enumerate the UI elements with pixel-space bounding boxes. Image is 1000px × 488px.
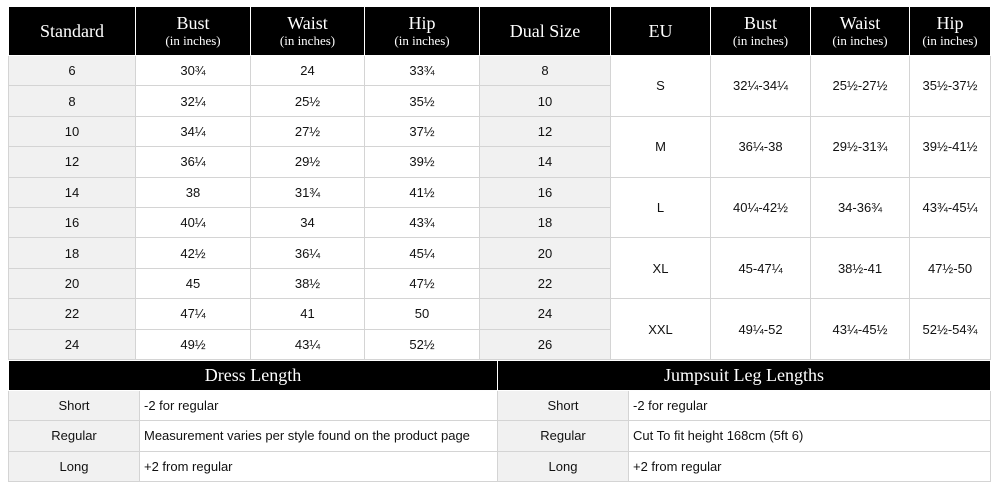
header-hip-unit: (in inches) <box>394 32 450 48</box>
table-row <box>498 391 991 421</box>
dress-length-label: Long <box>9 451 140 481</box>
standard-size-cell: 24 <box>9 329 136 359</box>
header-eu-hip-unit: (in inches) <box>922 32 978 48</box>
table-row <box>498 451 991 481</box>
header-waist-label: Waist <box>287 12 328 33</box>
header-waist-unit: (in inches) <box>279 32 336 48</box>
table-row <box>9 56 991 86</box>
eu-size-cell: L <box>611 177 711 238</box>
header-hip-label: Hip <box>408 12 436 33</box>
dual-size-cell: 20 <box>480 238 611 268</box>
hip-cell: 35½ <box>365 86 480 116</box>
eu-size-cell: M <box>611 116 711 177</box>
bust-cell: 49½ <box>136 329 251 359</box>
standard-size-cell: 10 <box>9 116 136 146</box>
dual-size-cell: 12 <box>480 116 611 146</box>
eu-waist-cell: 25½-27½ <box>811 56 910 117</box>
bust-cell: 40¼ <box>136 207 251 237</box>
dual-size-cell: 18 <box>480 207 611 237</box>
header-eu-bust-unit: (in inches) <box>732 32 789 48</box>
eu-size-cell: XXL <box>611 299 711 360</box>
bust-cell: 38 <box>136 177 251 207</box>
jumpsuit-length-title: Jumpsuit Leg Lengths <box>498 361 991 391</box>
dress-length-table <box>8 360 498 482</box>
waist-cell: 27½ <box>251 116 365 146</box>
eu-hip-cell: 47½-50 <box>910 238 991 299</box>
table-row <box>9 391 498 421</box>
standard-size-cell: 8 <box>9 86 136 116</box>
bust-cell: 30¾ <box>136 56 251 86</box>
table-row <box>9 177 991 207</box>
dual-size-cell: 16 <box>480 177 611 207</box>
waist-cell: 25½ <box>251 86 365 116</box>
dress-length-label: Short <box>9 391 140 421</box>
header-eu-bust <box>711 7 811 56</box>
table-row <box>9 238 991 268</box>
table-row <box>9 116 991 146</box>
eu-bust-cell: 36¼-38 <box>711 116 811 177</box>
jumpsuit-length-label: Regular <box>498 421 629 451</box>
table-row <box>9 421 498 451</box>
table-row <box>498 421 991 451</box>
eu-bust-cell: 49¼-52 <box>711 299 811 360</box>
hip-cell: 43¾ <box>365 207 480 237</box>
waist-cell: 38½ <box>251 268 365 298</box>
eu-waist-cell: 34-36¾ <box>811 177 910 238</box>
dual-size-cell: 24 <box>480 299 611 329</box>
eu-hip-cell: 35½-37½ <box>910 56 991 117</box>
standard-size-cell: 16 <box>9 207 136 237</box>
standard-size-cell: 14 <box>9 177 136 207</box>
bust-cell: 34¼ <box>136 116 251 146</box>
bust-cell: 32¼ <box>136 86 251 116</box>
eu-bust-cell: 45-47¼ <box>711 238 811 299</box>
standard-size-cell: 22 <box>9 299 136 329</box>
header-eu-hip-label: Hip <box>936 12 964 33</box>
standard-size-cell: 20 <box>9 268 136 298</box>
header-bust <box>136 7 251 56</box>
waist-cell: 41 <box>251 299 365 329</box>
eu-waist-cell: 43¼-45½ <box>811 299 910 360</box>
eu-size-cell: S <box>611 56 711 117</box>
eu-size-cell: XL <box>611 238 711 299</box>
eu-hip-cell: 52½-54¾ <box>910 299 991 360</box>
jumpsuit-length-label: Short <box>498 391 629 421</box>
eu-waist-cell: 38½-41 <box>811 238 910 299</box>
hip-cell: 33¾ <box>365 56 480 86</box>
dress-length-title: Dress Length <box>9 361 498 391</box>
hip-cell: 50 <box>365 299 480 329</box>
dual-size-cell: 8 <box>480 56 611 86</box>
dual-size-cell: 14 <box>480 147 611 177</box>
size-chart-table <box>8 6 991 360</box>
header-eu: EU <box>611 7 711 56</box>
header-eu-waist-unit: (in inches) <box>832 32 888 48</box>
waist-cell: 36¼ <box>251 238 365 268</box>
header-eu-waist-label: Waist <box>839 12 881 33</box>
table-row <box>9 451 498 481</box>
waist-cell: 24 <box>251 56 365 86</box>
dual-size-cell: 10 <box>480 86 611 116</box>
dress-length-label: Regular <box>9 421 140 451</box>
header-bust-label: Bust <box>176 12 210 33</box>
jumpsuit-length-value: -2 for regular <box>629 391 991 421</box>
hip-cell: 47½ <box>365 268 480 298</box>
dress-length-value: Measurement varies per style found on the product page <box>140 421 498 451</box>
header-waist <box>251 7 365 56</box>
standard-size-cell: 6 <box>9 56 136 86</box>
waist-cell: 43¼ <box>251 329 365 359</box>
bust-cell: 36¼ <box>136 147 251 177</box>
dress-length-value: +2 from regular <box>140 451 498 481</box>
eu-waist-cell: 29½-31¾ <box>811 116 910 177</box>
eu-bust-cell: 40¼-42½ <box>711 177 811 238</box>
waist-cell: 31¾ <box>251 177 365 207</box>
header-eu-waist <box>811 7 910 56</box>
standard-size-cell: 18 <box>9 238 136 268</box>
table-row <box>9 299 991 329</box>
hip-cell: 41½ <box>365 177 480 207</box>
size-chart-header-row <box>9 7 991 56</box>
hip-cell: 37½ <box>365 116 480 146</box>
header-hip <box>365 7 480 56</box>
jumpsuit-length-table <box>497 360 991 482</box>
dual-size-cell: 26 <box>480 329 611 359</box>
waist-cell: 34 <box>251 207 365 237</box>
waist-cell: 29½ <box>251 147 365 177</box>
bust-cell: 47¼ <box>136 299 251 329</box>
header-eu-bust-label: Bust <box>743 12 777 33</box>
jumpsuit-length-value: +2 from regular <box>629 451 991 481</box>
hip-cell: 52½ <box>365 329 480 359</box>
header-eu-hip <box>910 7 991 56</box>
eu-bust-cell: 32¼-34¼ <box>711 56 811 117</box>
eu-hip-cell: 43¾-45¼ <box>910 177 991 238</box>
bust-cell: 45 <box>136 268 251 298</box>
bust-cell: 42½ <box>136 238 251 268</box>
standard-size-cell: 12 <box>9 147 136 177</box>
dress-length-value: -2 for regular <box>140 391 498 421</box>
hip-cell: 39½ <box>365 147 480 177</box>
eu-hip-cell: 39½-41½ <box>910 116 991 177</box>
jumpsuit-length-value: Cut To fit height 168cm (5ft 6) <box>629 421 991 451</box>
dual-size-cell: 22 <box>480 268 611 298</box>
hip-cell: 45¼ <box>365 238 480 268</box>
header-dual-size: Dual Size <box>480 7 611 56</box>
header-standard: Standard <box>9 7 136 56</box>
header-bust-unit: (in inches) <box>165 32 221 48</box>
jumpsuit-length-label: Long <box>498 451 629 481</box>
